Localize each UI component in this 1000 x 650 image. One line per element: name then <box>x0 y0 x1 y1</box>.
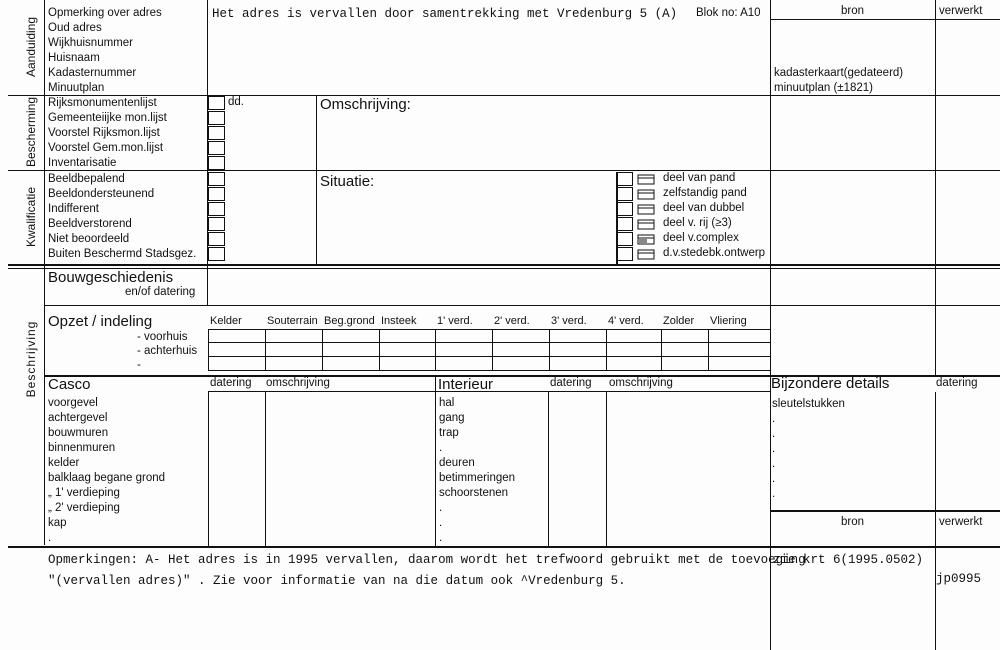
casco-item: voorgevel <box>48 397 98 409</box>
interieur-list <box>439 396 515 546</box>
label: Voorstel Rijksmon.lijst <box>48 127 160 139</box>
verwerkt-value: jp0995 <box>936 572 982 586</box>
divider <box>606 391 607 546</box>
checkbox[interactable] <box>208 96 225 110</box>
checkbox[interactable] <box>616 202 633 216</box>
interieur-item: hal <box>439 397 455 409</box>
blok-number: Blok no: A10 <box>696 7 761 19</box>
divider <box>44 305 1000 306</box>
label: Niet beoordeeld <box>48 233 130 245</box>
checkbox[interactable] <box>208 232 225 246</box>
divider <box>435 329 436 370</box>
opzet-cell[interactable] <box>381 345 433 356</box>
divider <box>265 329 266 370</box>
divider <box>322 329 323 370</box>
casco-item: kelder <box>48 457 80 469</box>
opzet-cell[interactable] <box>663 345 706 356</box>
casco-item: balklaag begane grond <box>48 472 166 484</box>
verwerkt-header: verwerkt <box>939 5 983 17</box>
bijzondere-item: . <box>772 428 776 440</box>
bijzondere-item: sleutelstukken <box>772 398 845 410</box>
interieur-omschrijving: omschrijving <box>609 377 673 389</box>
opzet-cell[interactable] <box>437 358 490 369</box>
situatie-label: deel van dubbel <box>663 202 745 214</box>
interieur-item: betimmeringen <box>439 472 516 484</box>
checkbox[interactable] <box>208 187 225 201</box>
opzet-cell[interactable] <box>381 331 433 342</box>
bouwgeschiedenis-title: Bouwgeschiedenis <box>48 269 174 286</box>
casco-item: achtergevel <box>48 412 108 424</box>
divider <box>208 370 770 371</box>
interieur-item: . <box>439 532 443 544</box>
opzet-cell[interactable] <box>551 358 604 369</box>
divider <box>661 329 662 370</box>
situatie-label: zelfstandig pand <box>663 187 747 199</box>
casco-item: „ 1' verdieping <box>48 487 120 499</box>
divider <box>708 329 709 370</box>
situatie-label: deel van pand <box>663 172 736 184</box>
label: Oud adres <box>48 22 102 34</box>
opzet-cell[interactable] <box>608 331 659 342</box>
opzet-cell[interactable] <box>437 331 490 342</box>
casco-datering: datering <box>210 377 252 389</box>
opzet-cell[interactable] <box>210 345 263 356</box>
opzet-column-header: Kelder <box>210 315 242 327</box>
bijzondere-item: . <box>772 443 776 455</box>
bron-item: minuutplan (±1821) <box>774 82 874 94</box>
opzet-column-header: Souterrain <box>267 315 318 327</box>
label: Gemeenteiijke mon.lijst <box>48 112 167 124</box>
casco-item: kap <box>48 517 67 529</box>
interieur-item: schoorstenen <box>439 487 509 499</box>
opzet-cell[interactable] <box>494 345 547 356</box>
interieur-title: Interieur <box>438 376 494 393</box>
casco-item: . <box>48 532 52 544</box>
divider <box>44 0 45 545</box>
divider <box>548 391 549 546</box>
label: Indifferent <box>48 203 99 215</box>
opzet-cell[interactable] <box>710 345 768 356</box>
dd-label: dd. <box>228 96 244 108</box>
situatie-label: d.v.stedebk.ontwerp <box>663 247 766 259</box>
bescherming-list <box>48 96 167 171</box>
label: Minuutplan <box>48 82 105 94</box>
opzet-column-header: Insteek <box>381 315 417 327</box>
opzet-cell[interactable] <box>551 345 604 356</box>
divider <box>208 391 209 546</box>
omschrijving-label: Omschrijving: <box>320 96 411 113</box>
section-bescherming: Bescherming <box>24 96 38 168</box>
bijzondere-item: . <box>772 413 776 425</box>
divider <box>8 264 1000 266</box>
label: Inventarisatie <box>48 157 117 169</box>
label: Rijksmonumentenlijst <box>48 97 157 109</box>
opzet-cell[interactable] <box>324 345 377 356</box>
opzet-cell[interactable] <box>608 358 659 369</box>
bijzondere-item: . <box>772 458 776 470</box>
checkbox[interactable] <box>616 217 633 231</box>
divider <box>379 329 380 370</box>
divider <box>492 329 493 370</box>
opzet-cell[interactable] <box>210 331 263 342</box>
divider <box>316 95 317 265</box>
casco-item: binnenmuren <box>48 442 116 454</box>
opzet-cell[interactable] <box>663 331 706 342</box>
interieur-item: trap <box>439 427 459 439</box>
divider <box>770 19 1000 20</box>
interieur-item: . <box>439 502 443 514</box>
zelfstandig-pand-icon <box>633 187 661 201</box>
divider <box>435 375 436 546</box>
opzet-cell[interactable] <box>267 358 320 369</box>
opzet-row-achterhuis: - achterhuis <box>137 345 198 357</box>
divider <box>770 329 771 370</box>
section-aanduiding: Aanduiding <box>24 16 38 78</box>
bijzondere-item: . <box>772 473 776 485</box>
checkbox[interactable] <box>616 247 633 261</box>
label: Beeldverstorend <box>48 218 132 230</box>
bron-header-2: bron <box>840 516 865 528</box>
divider <box>935 0 936 375</box>
opzet-cell[interactable] <box>494 331 547 342</box>
situatie-label: deel v.complex <box>663 232 739 244</box>
opzet-column-header: 1' verd. <box>437 315 473 327</box>
bouwgeschiedenis-sub: en/of datering <box>125 286 196 298</box>
divider <box>935 392 936 650</box>
divider <box>208 342 770 343</box>
label: Huisnaam <box>48 52 100 64</box>
opzet-column-header: 2' verd. <box>494 315 530 327</box>
divider <box>265 391 266 546</box>
interieur-item: . <box>439 517 443 529</box>
section-beschrijving: Beschrijving <box>24 320 38 398</box>
opzet-row-empty: - <box>137 359 141 371</box>
casco-title: Casco <box>48 376 91 393</box>
opzet-cell[interactable] <box>710 331 768 342</box>
situatie-label: Situatie: <box>320 173 375 190</box>
casco-item: bouwmuren <box>48 427 109 439</box>
casco-list <box>48 396 165 546</box>
deel-v-rij-icon <box>633 217 661 231</box>
opmerkingen-line-2: "(vervallen adres)" . Zie voor informatie van na die datum ook ^Vredenburg 5. <box>48 574 626 588</box>
checkbox[interactable] <box>208 217 225 231</box>
checkbox[interactable] <box>208 156 225 170</box>
checkbox[interactable] <box>208 247 225 261</box>
section-kwalificatie: Kwalificatie <box>24 186 38 248</box>
checkbox[interactable] <box>616 232 633 246</box>
divider <box>8 546 1000 548</box>
deel-v-complex-icon <box>633 232 661 246</box>
checkbox[interactable] <box>208 126 225 140</box>
interieur-item: gang <box>439 412 465 424</box>
opzet-column-header: 3' verd. <box>551 315 587 327</box>
divider <box>208 329 770 330</box>
opzet-cell[interactable] <box>267 331 320 342</box>
stedebk-ontwerp-icon <box>633 247 661 261</box>
opzet-cell[interactable] <box>381 358 433 369</box>
opzet-cell[interactable] <box>324 331 377 342</box>
opzet-cell[interactable] <box>267 345 320 356</box>
verwerkt-header-2: verwerkt <box>939 516 983 528</box>
bron-list <box>774 66 903 96</box>
aanduiding-list <box>48 6 162 96</box>
interieur-item: . <box>439 442 443 454</box>
checkbox[interactable] <box>616 187 633 201</box>
checkbox[interactable] <box>208 202 225 216</box>
casco-item: „ 2' verdieping <box>48 502 120 514</box>
checkbox[interactable] <box>208 172 225 186</box>
checkbox[interactable] <box>208 141 225 155</box>
opzet-title: Opzet / indeling <box>48 313 153 330</box>
bijzondere-list <box>772 397 845 502</box>
interieur-item: deuren <box>439 457 475 469</box>
divider <box>208 329 209 370</box>
opzet-column-header: Vliering <box>710 315 747 327</box>
opzet-column-header: Zolder <box>663 315 695 327</box>
opmerkingen-line-1: Opmerkingen: A- Het adres is in 1995 vervallen, daarom wordt het trefwoord gebruikt met de toevoeging <box>48 553 806 567</box>
label: Opmerking over adres <box>48 7 162 19</box>
opzet-column-header: Beg.grond <box>324 315 375 327</box>
bron-item: kadasterkaart(gedateerd) <box>774 67 904 79</box>
divider <box>606 329 607 370</box>
kwalificatie-list <box>48 172 196 262</box>
interieur-datering: datering <box>550 377 592 389</box>
opzet-cell[interactable] <box>210 358 263 369</box>
opzet-cell[interactable] <box>324 358 377 369</box>
checkbox[interactable] <box>616 172 633 186</box>
label: Kadasternummer <box>48 67 137 79</box>
divider <box>616 172 618 264</box>
checkbox[interactable] <box>208 111 225 125</box>
opzet-cell[interactable] <box>608 345 659 356</box>
bijzondere-item: . <box>772 488 776 500</box>
opzet-cell[interactable] <box>551 331 604 342</box>
opzet-cell[interactable] <box>494 358 547 369</box>
bijzondere-datering: datering <box>936 377 978 389</box>
deel-van-dubbel-icon <box>633 202 661 216</box>
opzet-cell[interactable] <box>437 345 490 356</box>
casco-omschrijving: omschrijving <box>266 377 330 389</box>
address-remark: Het adres is vervallen door samentrekking met Vredenburg 5 (A) <box>212 7 678 21</box>
opzet-cell[interactable] <box>710 358 768 369</box>
situatie-label: deel v. rij (≥3) <box>663 217 732 229</box>
divider <box>549 329 550 370</box>
label: Voorstel Gem.mon.lijst <box>48 142 164 154</box>
opzet-column-header: 4' verd. <box>608 315 644 327</box>
divider <box>770 510 1000 512</box>
deel-van-pand-icon <box>633 172 661 186</box>
label: Beeldbepalend <box>48 173 125 185</box>
bijzondere-title: Bijzondere details <box>771 375 890 392</box>
bron-value: zie krt 6(1995.0502) <box>773 553 924 567</box>
label: Beeldondersteunend <box>48 188 155 200</box>
bron-header: bron <box>840 5 865 17</box>
label: Buiten Beschermd Stadsgez. <box>48 248 197 260</box>
opzet-row-voorhuis: - voorhuis <box>137 331 188 343</box>
divider <box>208 356 770 357</box>
opzet-cell[interactable] <box>663 358 706 369</box>
label: Wijkhuisnummer <box>48 37 133 49</box>
